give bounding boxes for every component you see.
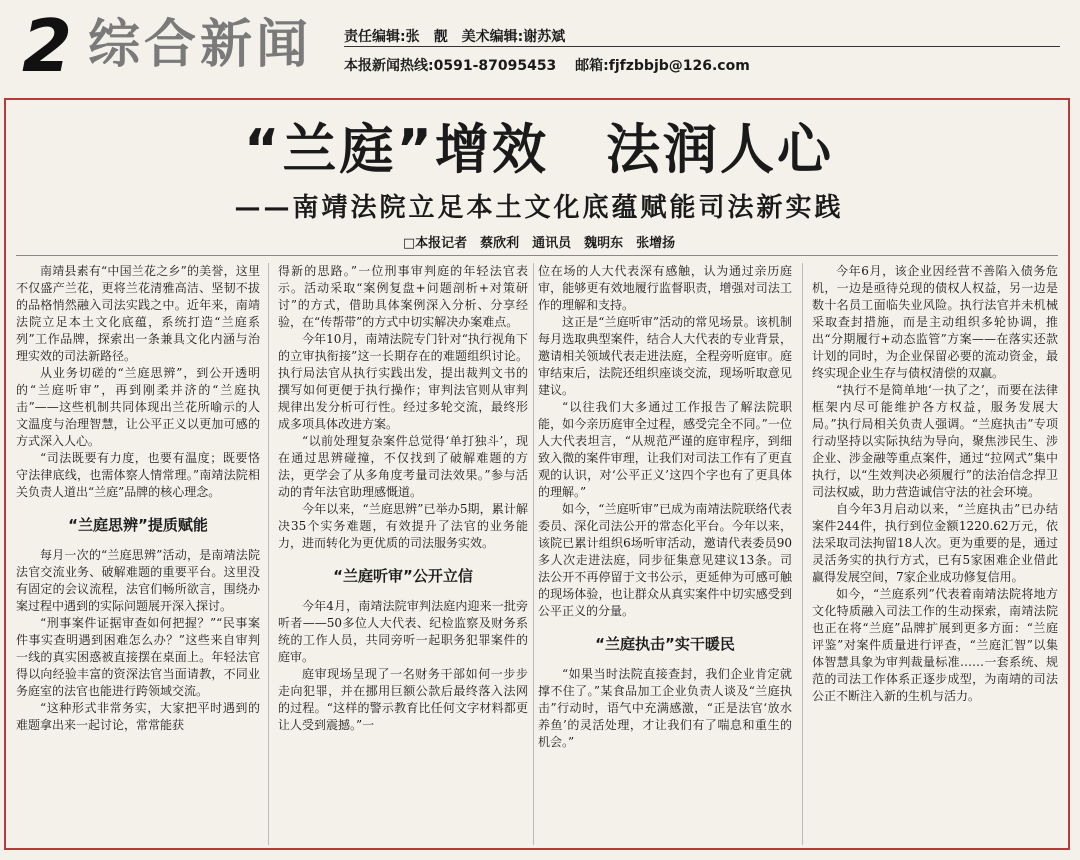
paragraph: 南靖县素有“中国兰花之乡”的美誉，这里不仅盛产兰花，更将兰花清雅高洁、坚韧不拔的品格悄然融入司法实践之中。近年来，南靖法院立足本土文化底蕴，系统打造“兰庭系列”工作品牌，探索出一条兼具文化内涵与治理实效的司法新路径。 [16,264,260,363]
article-frame [4,98,1070,850]
article-subheadline: ——南靖法院立足本土文化底蕴赋能司法新实践 [234,193,844,223]
masthead-divider [344,46,1060,47]
article-column-3 [538,263,792,845]
news-hotline: 本报新闻热线:0591-87095453 邮箱:fjfzbbjb@126.com [344,58,750,74]
paragraph: 位在场的人大代表深有感触，认为通过亲历庭审，能够更有效地履行监督职责，增强对司法工作的理解和支持。 [538,264,792,312]
page-number: 2 [22,4,73,88]
paragraph: “执行不是简单地‘一执了之’，而要在法律框架内尽可能维护各方权益，服务发展大局。”执行局相关负责人强调。“兰庭执击”专项行动坚持以实际执结为导向，聚焦涉民生、涉企业、涉金融等重点案件，通过“拉网式”集中执行，以“生效判决必须履行”的法治信念捍卫司法权威，助力营造诚信守法的社会环境。 [812,383,1058,499]
article-byline: □本报记者 蔡欣利 通讯员 魏明东 张增扬 [402,236,676,251]
paragraph: “刑事案件证据审查如何把握？”“民事案件事实查明遇到困难怎么办？”这些来自审判一线的真实困惑被直接摆在桌面上。年轻法官得以向经验丰富的资深法官当面请教，不同业务庭室的法官也能进行跨领域交流。 [16,616,260,698]
paragraph: “司法既要有力度，也要有温度；既要恪守法律底线，也需体察人情常理。”南靖法院相关负责人道出“兰庭”品牌的核心理念。 [16,451,260,499]
paragraph: 今年以来，“兰庭思辨”已举办5期，累计解决35个实务难题，有效提升了法官的业务能力，进而转化为更优质的司法服务实效。 [278,502,528,550]
paragraph: 今年6月，该企业因经营不善陷入债务危机，一边是亟待兑现的债权人权益，另一边是数十名员工面临失业风险。执行法官并未机械采取查封措施，而是主动组织多轮协调，推出“分期履行+动态监管”方案——在落实还款计划的同时，为企业保留必要的流动资金，最终实现企业生存与债权清偿的双赢。 [812,264,1058,380]
masthead [0,0,1080,96]
paragraph: 得新的思路。”一位刑事审判庭的年轻法官表示。活动采取“案例复盘+问题剖析+对策研讨”的方式，借助具体案例深入分析、分享经验，在“传帮带”的方式中切实解决办案难点。 [278,264,528,329]
paragraph: 这正是“兰庭听审”活动的常见场景。该机制每月选取典型案件，结合人大代表的专业背景，邀请相关领域代表走进法庭，全程旁听庭审。庭审结束后，法院还组织座谈交流，现场听取意见建议。 [538,315,792,397]
article-column-4 [812,263,1058,845]
paragraph: 如今，“兰庭听审”已成为南靖法院联络代表委员、深化司法公开的常态化平台。今年以来，该院已累计组织6场听审活动，邀请代表委员90多人次走进法庭，同步征集意见建议13条。司法公开不再停留于文书公示，更延伸为可感可触的现场体验，也让群众从真实案件中切实感受到公平正义的分量。 [538,502,792,618]
paragraph: “如果当时法院直接查封，我们企业肯定就撑不住了。”某食品加工企业负责人谈及“兰庭执击”行动时，语气中充满感激，“正是法官‘放水养鱼’的灵活处理，才让我们有了喘息和重生的机会。” [538,667,792,749]
article-headline: “兰庭”增效 法润人心 [244,118,834,181]
column-divider [268,263,269,845]
byline-divider [16,255,1058,256]
section-title: 综合新闻 [88,15,313,75]
paragraph: 如今，“兰庭系列”代表着南靖法院将地方文化特质融入司法工作的生动探索，南靖法院也正在将“兰庭”品牌扩展到更多方面：“兰庭评鉴”对案件质量进行评查，“兰庭汇智”以集体智慧具象为审判裁量标准……一套系统、规范的司法工作体系正逐步成型，为南靖的司法公正不断注入新的生机与活力。 [812,587,1058,703]
paragraph: 庭审现场呈现了一名财务干部如何一步步走向犯罪，并在挪用巨额公款后最终落入法网的过程。“这样的警示教育比任何文字材料都更让人受到震撼。”一 [278,667,528,732]
article-column-1 [16,263,260,845]
column-divider [533,263,534,845]
section-heading-debate: “兰庭思辨”提质赋能 [68,516,208,534]
paragraph: “以往我们大多通过工作报告了解法院职能，如今亲历庭审全过程，感受完全不同。”一位人大代表坦言，“从规范严谨的庭审程序，到细致入微的案件审理，让我们对司法工作有了更直观的认识，对‘公平正义’这四个字也有了更具体的理解。” [538,400,792,499]
paragraph: “以前处理复杂案件总觉得‘单打独斗’，现在通过思辨碰撞，不仅找到了破解难题的方法，更学会了从多角度考量司法效果。”参与活动的青年法官助理感慨道。 [278,434,528,499]
paragraph: 今年4月，南靖法院审判法庭内迎来一批旁听者——50多位人大代表、纪检监察及财务系统的工作人员，共同旁听一起职务犯罪案件的庭审。 [278,599,528,664]
paragraph: 今年10月，南靖法院专门针对“执行视角下的立审执衔接”这一长期存在的难题组织讨论。执行局法官从执行实践出发，提出裁判文书的撰写如何更便于执行操作；审判法官则从审判规律出发分析可行性。经过多轮交流，最终形成多项具体改进方案。 [278,332,528,431]
section-heading-hearing: “兰庭听审”公开立信 [333,567,473,585]
column-divider [802,263,803,845]
paragraph: 每月一次的“兰庭思辨”活动，是南靖法院法官交流业务、破解难题的重要平台。这里没有固定的会议流程，法官们畅所欲言，围绕办案过程中遇到的实际问题展开深入探讨。 [16,548,260,613]
section-heading-execution: “兰庭执击”实干暖民 [595,635,735,653]
paragraph: 从业务切磋的“兰庭思辨”，到公开透明的“兰庭听审”，再到刚柔并济的“兰庭执击”——这些机制共同体现出兰花所喻示的人文温度与治理智慧，让公平正义以更加可感的方式深入人心。 [16,366,260,448]
paragraph: 自今年3月启动以来，“兰庭执击”已办结案件244件，执行到位金额1220.62万元，依法采取司法拘留18人次。更为重要的是，通过灵活务实的执行方式，已有5家困难企业借此赢得发展空间，7家企业成功修复信用。 [812,502,1058,584]
editor-credits: 责任编辑:张 靓 美术编辑:谢苏斌 [344,29,566,45]
article-column-2 [278,263,528,845]
paragraph: “这种形式非常务实，大家把平时遇到的难题拿出来一起讨论，常常能获 [16,701,260,732]
